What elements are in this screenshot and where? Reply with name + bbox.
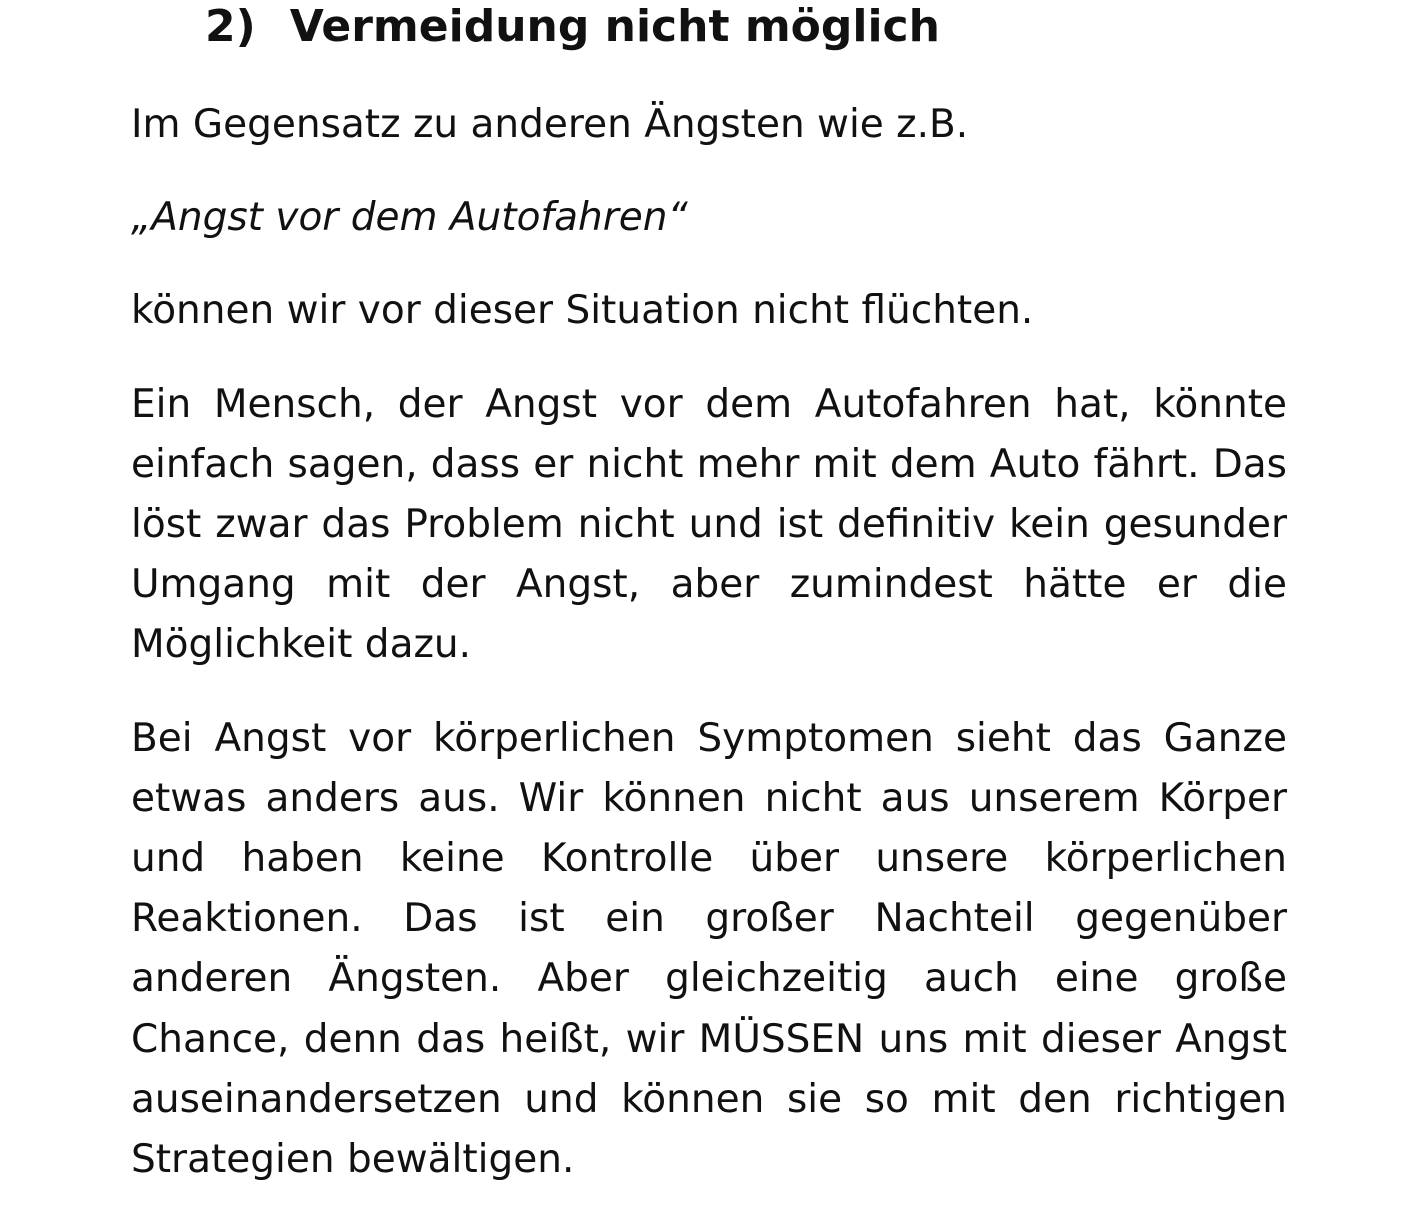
paragraph-body-symptoms: Bei Angst vor körperlichen Symptomen sieht das Ganze etwas anders aus. Wir können nicht aus unserem Körper und haben keine Kontrolle über unsere körperlichen Reaktionen. Das ist ein großer Nachteil gegenüber anderen Ängsten. Aber gleichzeitig auch eine große Chance, denn das heißt, wir MÜSSEN uns mit dieser Angst auseinandersetzen und können sie so mit den richtigen Strategien bewältigen. [131,715,1287,1183]
paragraph-conclusion: können wir vor dieser Situation nicht flüchten. [131,288,1034,334]
body-text [131,95,1287,1223]
paragraph-example: Ein Mensch, der Angst vor dem Autofahren hat, könnte einfach sagen, dass er nicht mehr mit dem Auto fährt. Das löst zwar das Problem nicht und ist definitiv kein gesunder Umgang mit der Angst, aber zumindest hätte er die Möglichkeit dazu. [131,381,1287,668]
section-heading [205,0,940,54]
paragraph-intro: Im Gegensatz zu anderen Ängsten wie z.B. [131,102,969,147]
paragraph-quote: „Angst vor dem Autofahren“ [131,195,688,241]
section-number: 2) [205,1,256,52]
section-title: Vermeidung nicht möglich [289,1,940,52]
